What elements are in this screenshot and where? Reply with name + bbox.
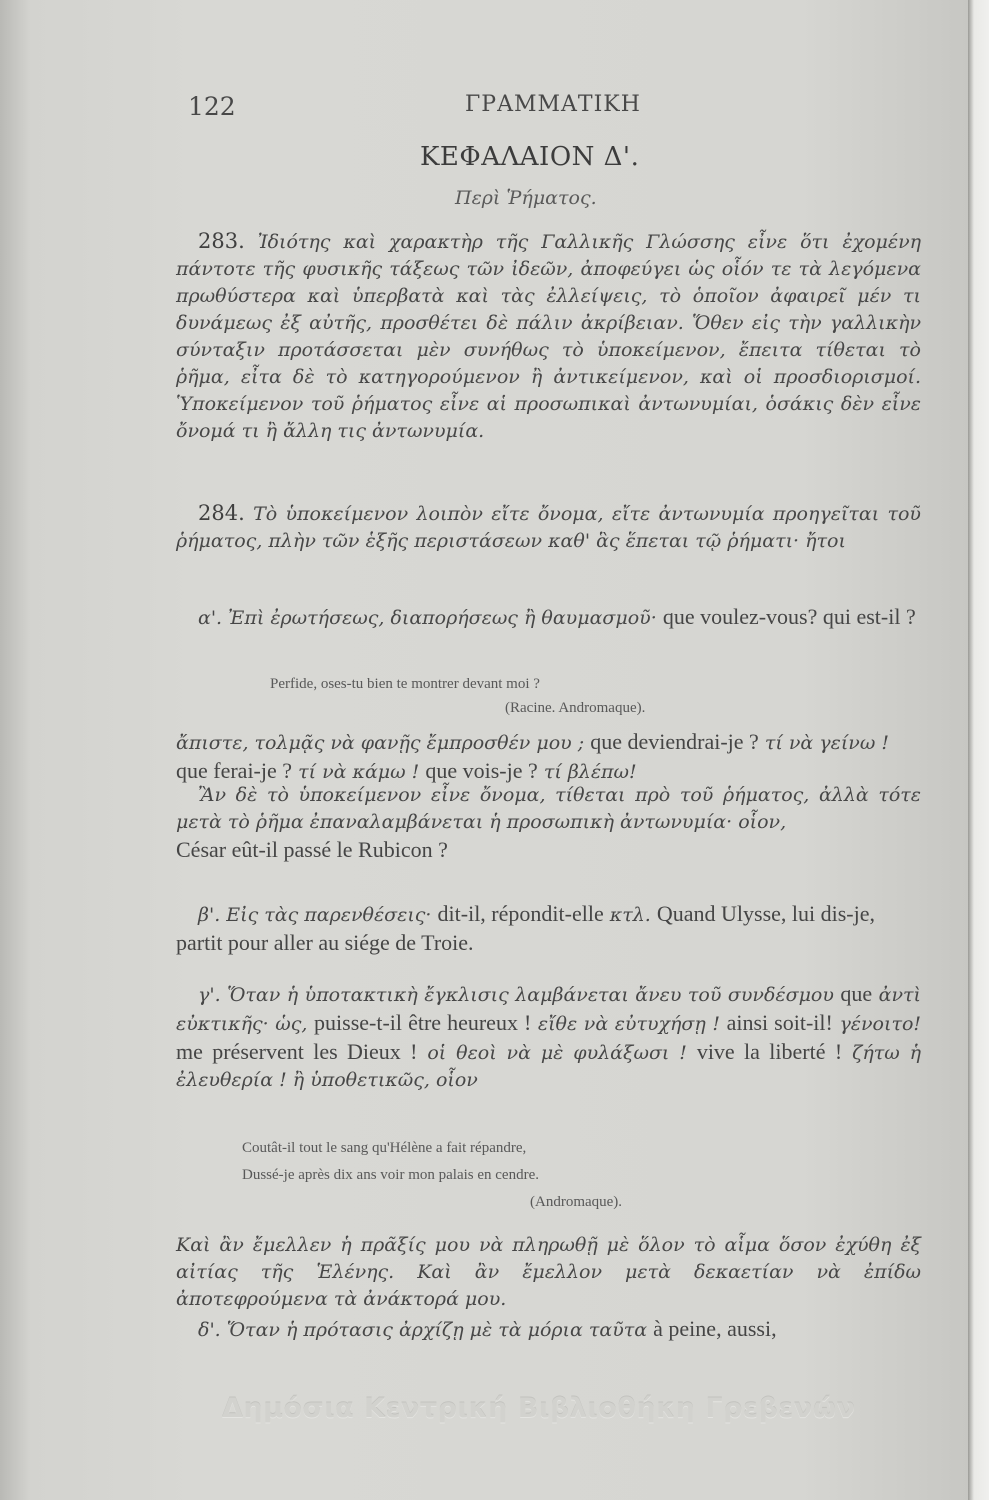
example-greek: τί νὰ γείνω ! xyxy=(764,732,889,754)
paragraph-text: Τὸ ὑποκείμενον λοιπὸν εἴτε ὄνομα, εἴτε ἀντωνυμία προηγεῖται τοῦ ῥήματος, πλὴν τῶν ἑξῆς περιστάσεων καθ' ἃς ἕπεται τῷ ῥήματι· ἤτοι xyxy=(176,503,921,552)
running-title: ΓΡΑΜΜΑΤΙΚΗ xyxy=(465,92,641,117)
case-c-greek: εἴθε νὰ εὐτυχήσῃ ! xyxy=(537,1013,720,1035)
case-b-greek: β'. Εἰς τὰς παρενθέσεις· xyxy=(198,904,432,926)
case-c-french: ainsi soit-il! xyxy=(726,1010,833,1035)
case-c-french: puisse-t-il être heureux ! xyxy=(314,1010,532,1035)
case-c-greek: ζήτω ἡ ἐλευθερία ! ἢ ὑποθετικῶς, οἷον xyxy=(176,1042,922,1091)
section-subtitle: Περὶ Ῥήματος. xyxy=(455,187,597,209)
example-greek: τί νὰ κάμω ! xyxy=(298,761,420,783)
example-french: que deviendrai-je ? xyxy=(590,729,759,754)
note-french: César eût-il passé le Rubicon ? xyxy=(176,837,448,862)
racine-quote-line: Perfide, oses-tu bien te montrer devant moi ? xyxy=(270,676,540,692)
andromaque-quote-line-1: Coutât-il tout le sang qu'Hélène a fait répandre, xyxy=(242,1140,527,1156)
racine-quote-source: (Racine. Andromaque). xyxy=(505,700,646,716)
case-c-greek: γένοιτο! xyxy=(839,1013,922,1035)
case-a xyxy=(176,603,921,632)
case-c xyxy=(176,980,921,1094)
case-b-french: dit-il, répondit-elle xyxy=(437,901,604,926)
paragraph-number: 284. xyxy=(198,501,245,525)
case-c-french: me préservent les Dieux ! xyxy=(176,1039,418,1064)
paragraph-283 xyxy=(176,228,921,445)
note-greek: Ἂν δὲ τὸ ὑποκείμενον εἶνε ὄνομα, τίθεται πρὸ τοῦ ῥήματος, ἀλλὰ τότε μετὰ τὸ ῥῆμα ἐπαναλαμβάνεται ἡ προσωπικὴ ἀντωνυμία· οἷον, xyxy=(176,784,921,833)
andromaque-quote-source: (Andromaque). xyxy=(530,1194,623,1210)
case-c-greek: ἀντὶ εὐκτικῆς· ὡς, xyxy=(176,984,921,1035)
page-edge xyxy=(968,0,989,1500)
case-d xyxy=(176,1315,921,1344)
case-a-examples xyxy=(176,728,921,786)
case-c-french: que xyxy=(840,981,873,1006)
case-c-french: vive la liberté ! xyxy=(696,1039,843,1064)
case-a-french: que voulez-vous? qui est-il ? xyxy=(662,604,916,629)
page-header xyxy=(0,92,968,132)
example-greek: ἄπιστε, τολμᾷς νὰ φανῇς ἔμπροσθέν μου ; xyxy=(176,732,585,754)
page-number: 122 xyxy=(188,92,236,121)
paragraph-number: 283. xyxy=(198,229,245,253)
andromaque-quote-line-2: Dussé-je après dix ans voir mon palais en cendre. xyxy=(242,1167,539,1183)
case-b-french-2: Quand Ulysse, lui dis-je, partit pour aller au siége de Troie. xyxy=(176,901,876,955)
case-c-greek: οἱ θεοὶ νὰ μὲ φυλάξωσι ! xyxy=(427,1042,687,1064)
case-a-greek: α'. Ἐπὶ ἐρωτήσεως, διαπορήσεως ἢ θαυμασμοῦ· xyxy=(198,607,657,629)
case-b-abbr: κτλ. xyxy=(609,904,651,926)
translation-paragraph xyxy=(176,1232,921,1313)
case-d-greek: δ'. Ὅταν ἡ πρότασις ἀρχίζῃ μὲ τὰ μόρια ταῦτα xyxy=(198,1319,648,1341)
example-french: que ferai-je ? xyxy=(176,758,293,783)
case-c-greek: γ'. Ὅταν ἡ ὑποτακτικὴ ἔγκλισις λαμβάνεται ἄνευ τοῦ συνδέσμου xyxy=(198,984,834,1006)
example-greek: τί βλέπω! xyxy=(543,761,637,783)
translation-text: Καὶ ἂν ἔμελλεν ἡ πρᾶξίς μου νὰ πληρωθῇ μὲ ὅλον τὸ αἷμα ὅσον ἐχύθη ἐξ αἰτίας τῆς Ἑλένης. Καὶ ἂν ἔμελλον μετὰ δεκαετίαν νὰ ἐπίδω ἀποτεφρούμενα τὰ ἀνάκτορά μου. xyxy=(176,1234,921,1310)
paragraph-284 xyxy=(176,500,921,555)
paragraph-text: Ἰδιότης καὶ χαρακτὴρ τῆς Γαλλικῆς Γλώσσης εἶνε ὅτι ἐχομένη πάντοτε τῆς φυσικῆς τάξεως τῶν ἰδεῶν, ἀποφεύγει ὡς οἷόν τε τὰ λεγόμενα πρωθύστερα καὶ ὑπερβατὰ καὶ τὰς ἐλλείψεις, τὸ ὁποῖον ἀφαιρεῖ μέν τι δυνάμεως ἐξ αὐτῆς, προσθέτει δὲ πάλιν ἀκρίβειαν. Ὅθεν εἰς τὴν γαλλικὴν σύνταξιν προτάσσεται μὲν συνήθως τὸ ὑποκείμενον, ἔπειτα τίθεται τὸ ῥῆμα, εἶτα δὲ τὸ κατηγορούμενον ἢ ἀντικείμενον, καὶ οἱ προσδιορισμοί. Ὑποκείμενον τοῦ ῥήματος εἶνε αἱ προσωπικαὶ ἀντωνυμίαι, ὁσάκις δὲν εἶνε ὄνομά τι ἢ ἄλλη τις ἀντωνυμία. xyxy=(176,231,921,442)
library-watermark: Δημόσια Κεντρική Βιβλιοθήκη Γρεβενών xyxy=(222,1393,856,1424)
chapter-heading: ΚΕΦΑΛΑΙΟΝ Δ'. xyxy=(420,142,640,172)
case-a-note xyxy=(176,782,921,863)
example-french: que vois-je ? xyxy=(425,758,538,783)
case-d-french: à peine, aussi, xyxy=(653,1316,777,1341)
case-b xyxy=(176,900,921,958)
